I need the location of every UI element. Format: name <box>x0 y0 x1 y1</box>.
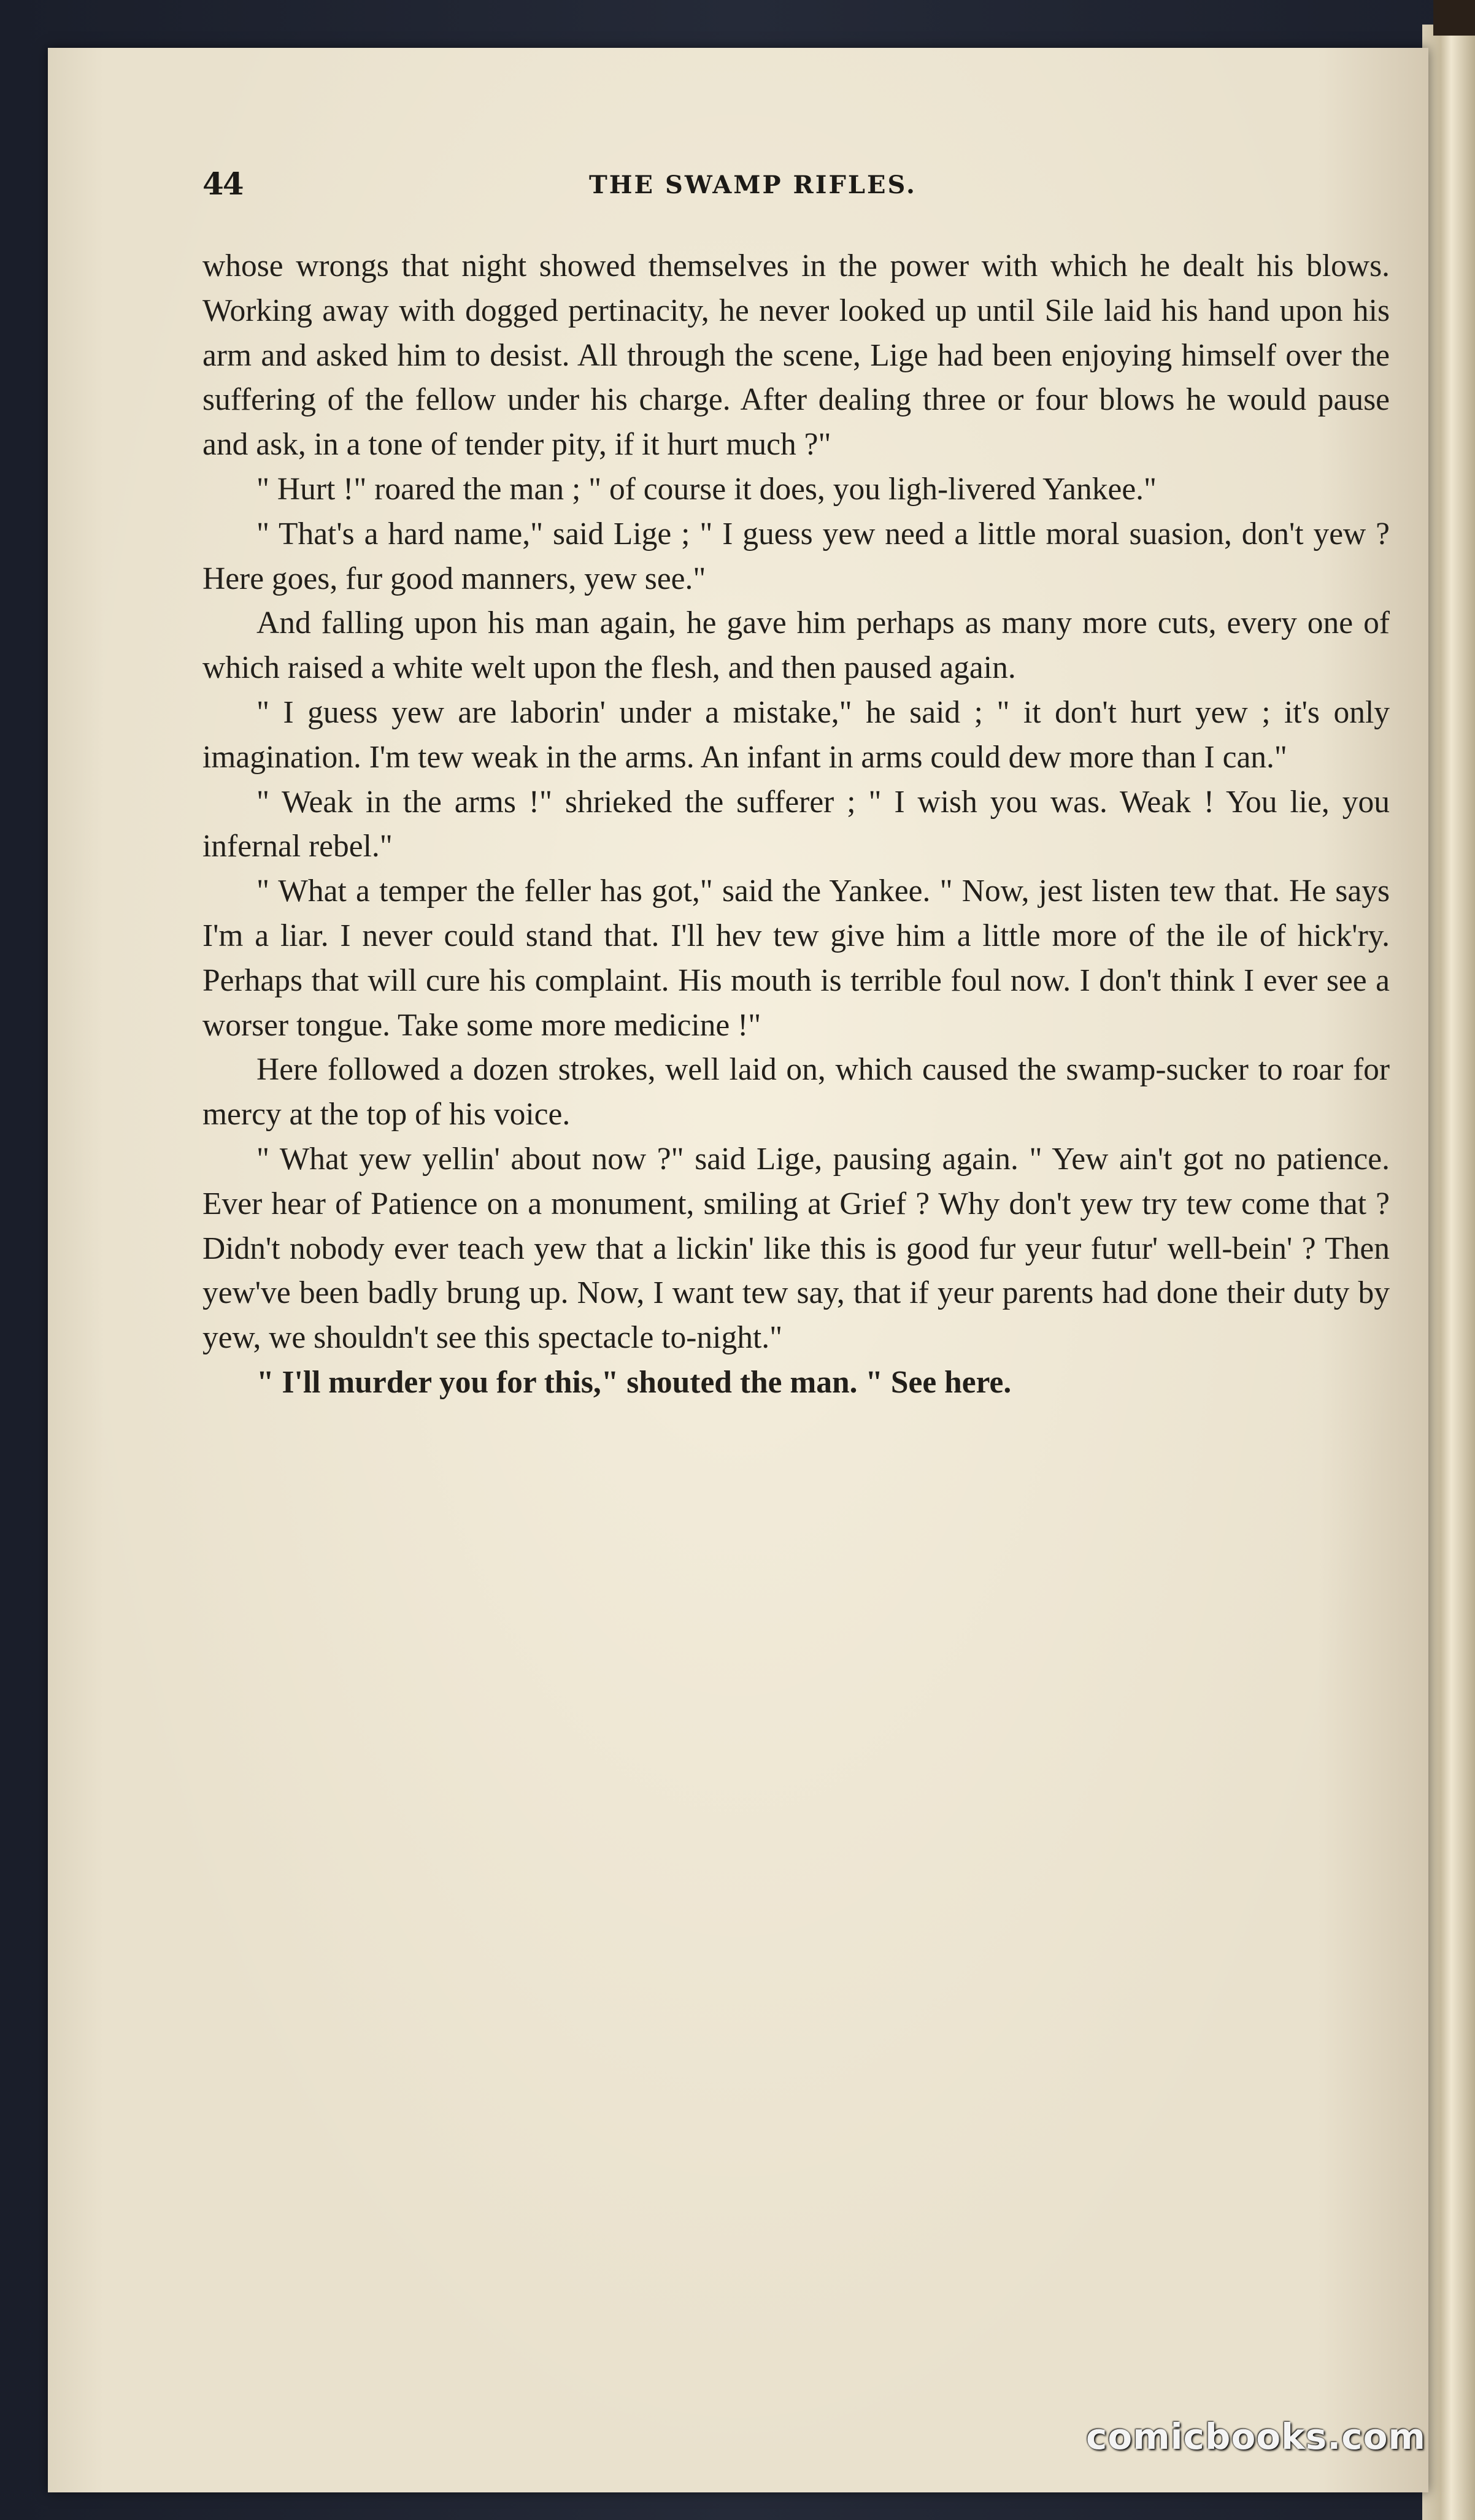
paragraph: " I guess yew are laborin' under a mistake," he said ; " it don't hurt yew ; it's only imagination. I'm tew weak in the arms. An infant in arms could dew more than I can." <box>202 694 1390 775</box>
running-title: THE SWAMP RIFLES. <box>589 171 917 199</box>
paragraph: " Hurt !" roared the man ; " of course it does, you ligh-livered Yankee." <box>256 471 1157 507</box>
paragraph: And falling upon his man again, he gave him perhaps as many more cuts, every one of which raised a white welt upon the flesh, and then paused again. <box>202 605 1390 686</box>
paragraph: " What yew yellin' about now ?" said Lige, pausing again. " Yew ain't got no patience. Ever hear of Patience on a monument, smiling at Grief ? Why don't yew try tew come that ? Didn't nobody ever teach yew that a lickin' like this is good fur yeur futur' well-bein' ? Then yew've been badly brung up. Now, I want tew say, that if yeur parents had done their duty by yew, we shouldn't see this spectacle to-night." <box>202 1141 1390 1356</box>
page-header <box>153 166 1368 215</box>
book-gutter <box>1422 25 1475 2520</box>
book-spine-edge <box>1433 0 1475 36</box>
body-text <box>202 244 1390 1405</box>
paragraph: " What a temper the feller has got," said the Yankee. " Now, jest listen tew that. He says I'm a liar. I never could stand that. I'll hev tew give him a little more of the ile of hick'ry. Perhaps that will cure his complaint. His mouth is terrible foul now. I don't think I ever see a worser tongue. Take some more medicine !" <box>202 874 1390 1043</box>
page-number: 44 <box>202 166 243 202</box>
watermark: comicbooks.com <box>1086 2416 1426 2457</box>
paragraph: whose wrongs that night showed themselves in the power with which he dealt his blows. Working away with dogged pertinacity, he never looked up until Sile laid his hand upon his arm and asked him to desist. All through the scene, Lige had been enjoying himself over the suffering of the fellow under his charge. After dealing three or four blows he would pause and ask, in a tone of tender pity, if it hurt much ?" <box>202 248 1390 463</box>
paragraph: " Weak in the arms !" shrieked the sufferer ; " I wish you was. Weak ! You lie, you infernal rebel." <box>202 784 1390 864</box>
paragraph: Here followed a dozen strokes, well laid on, which caused the swamp-sucker to roar for mercy at the top of his voice. <box>202 1052 1390 1132</box>
paragraph: " I'll murder you for this," shouted the man. " See here. <box>256 1364 1012 1400</box>
paragraph: " That's a hard name," said Lige ; " I guess yew need a little moral suasion, don't yew ? Here goes, fur good manners, yew see." <box>202 516 1390 596</box>
